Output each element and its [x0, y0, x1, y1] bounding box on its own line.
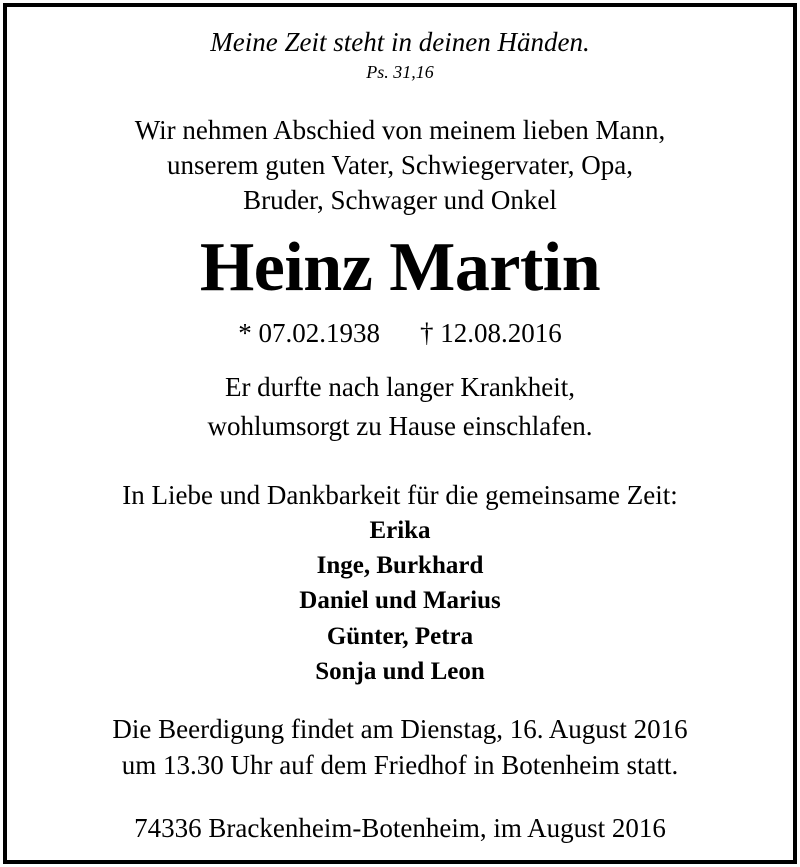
mourner-3: Daniel und Marius	[299, 587, 501, 614]
funeral-line-2: um 13.30 Uhr auf dem Friedhof in Botenheim statt.	[121, 750, 679, 780]
death-date: † 12.08.2016	[420, 318, 562, 348]
passing-note-line-2: wohlumsorgt zu Hause einschlafen.	[207, 411, 593, 441]
intro-line-2: unserem guten Vater, Schwiegervater, Opa,	[167, 150, 633, 180]
mourner-4: Günter, Petra	[326, 623, 474, 650]
mourner-5: Sonja und Leon	[315, 658, 485, 685]
mourner-1: Erika	[369, 517, 431, 544]
intro-line-3: Bruder, Schwager und Onkel	[243, 185, 557, 215]
life-dates	[0, 316, 800, 350]
mourners-intro: In Liebe und Dankbarkeit für die gemeinsame Zeit:	[122, 480, 678, 510]
place-date: 74336 Brackenheim-Botenheim, im August 2016	[134, 813, 666, 843]
passing-note-line-1: Er durfte nach langer Krankheit,	[224, 372, 576, 402]
motto-verse: Meine Zeit steht in deinen Händen.	[210, 27, 590, 57]
intro-line-1: Wir nehmen Abschied von meinem lieben Mann,	[134, 115, 666, 145]
birth-date: * 07.02.1938	[238, 318, 380, 348]
mourner-2: Inge, Burkhard	[316, 552, 484, 579]
deceased-name: Heinz Martin	[199, 229, 601, 306]
motto-reference: Ps. 31,16	[366, 62, 434, 82]
funeral-line-1: Die Beerdigung findet am Dienstag, 16. August 2016	[112, 714, 688, 744]
